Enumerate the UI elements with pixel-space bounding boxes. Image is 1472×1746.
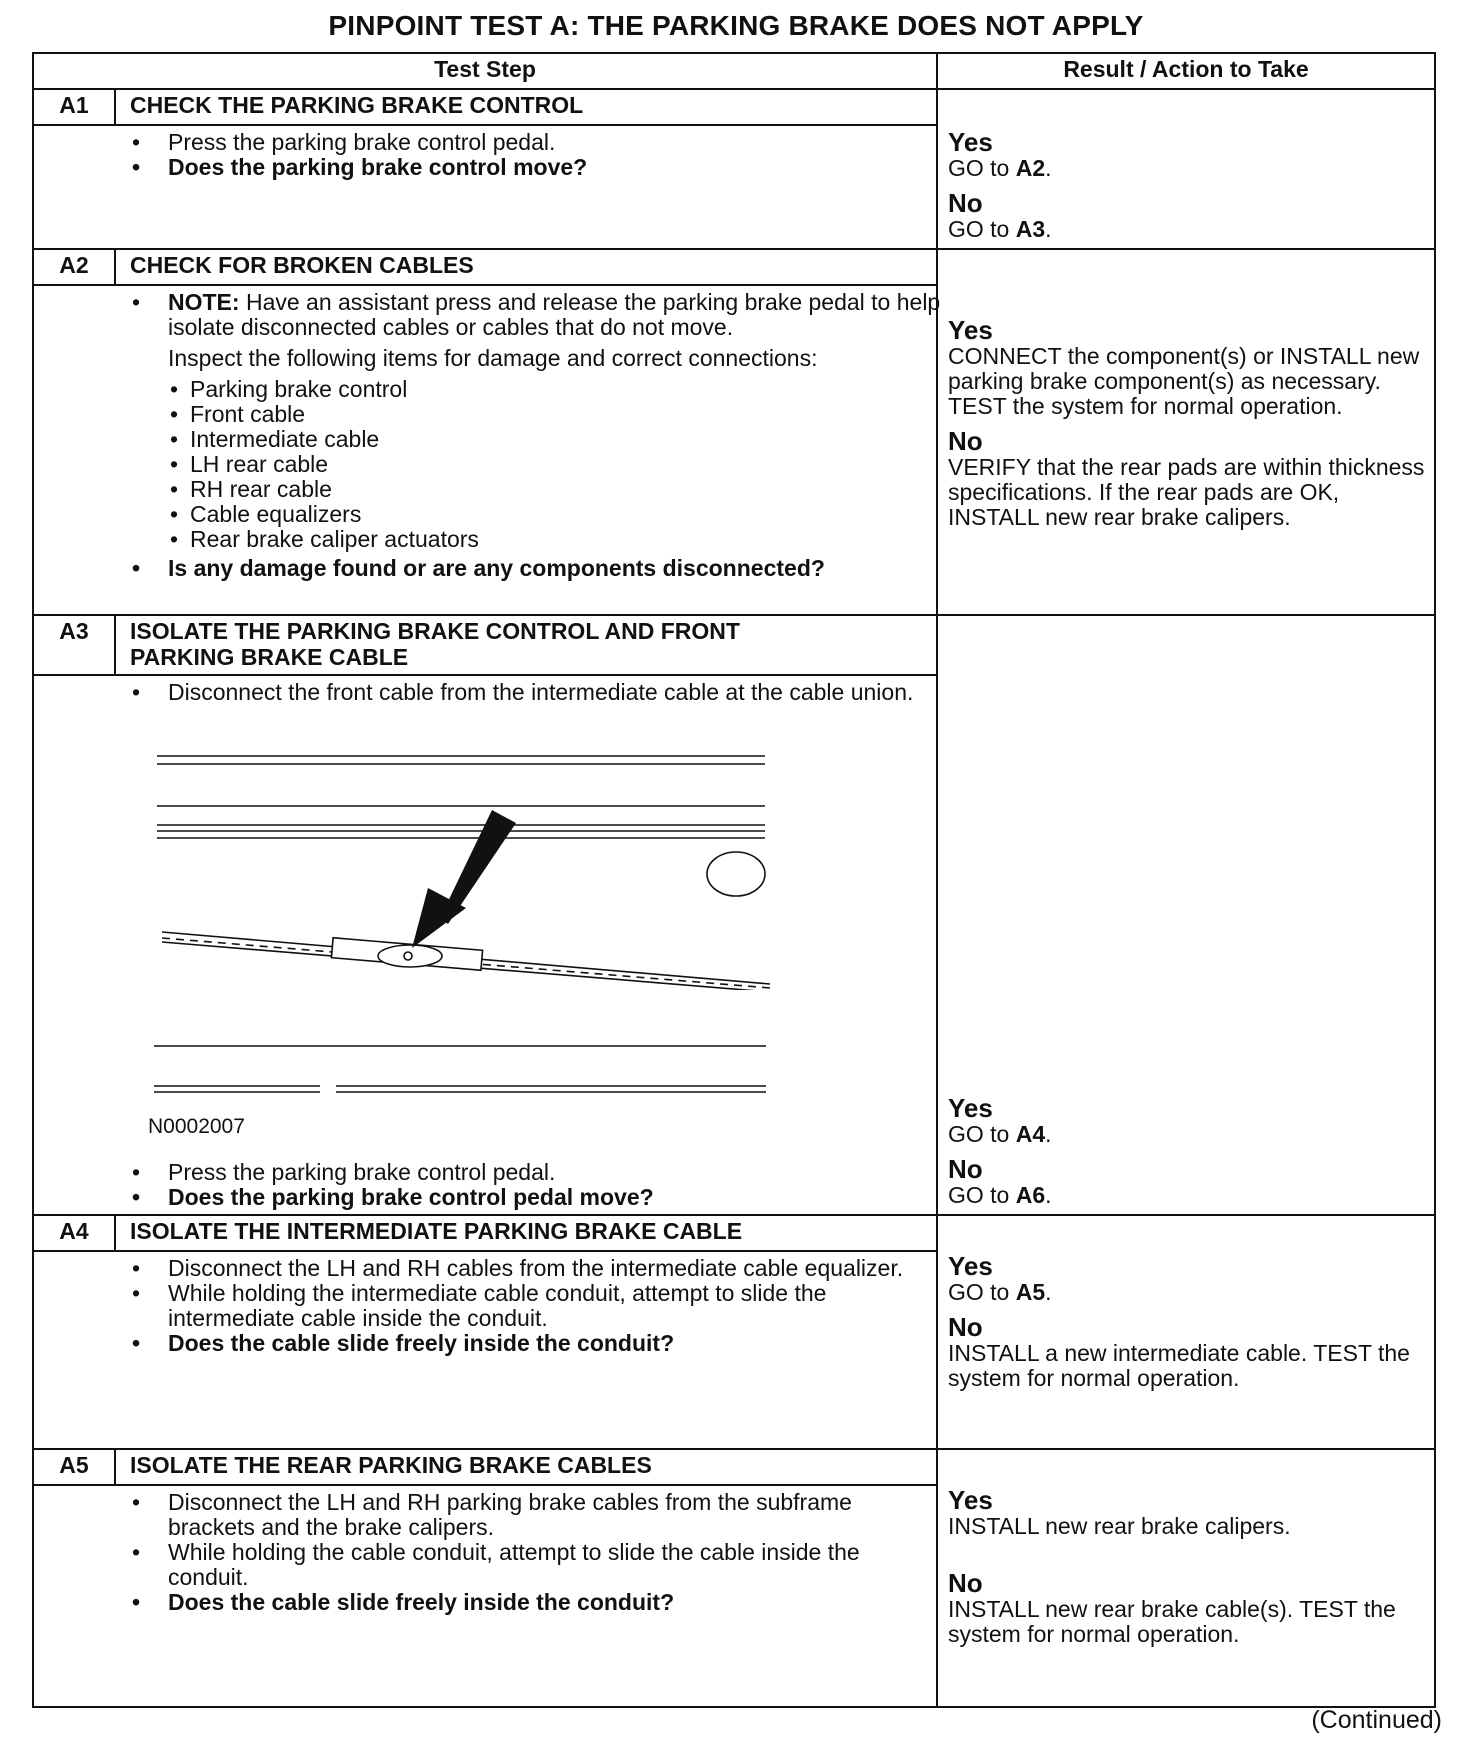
step-body-a2 — [120, 290, 945, 581]
step-question: • Does the cable slide freely inside the conduit? — [120, 1331, 945, 1356]
yes-label: Yes — [948, 315, 993, 345]
header-divider — [34, 88, 1434, 90]
yes-action: GO to A5. — [948, 1279, 1052, 1305]
no-action: VERIFY that the rear pads are within thickness specifications. If the rear pads are OK, INSTALL new rear brake calipers. — [948, 454, 1425, 530]
yes-action: GO to A2. — [948, 155, 1052, 181]
result-a1 — [948, 128, 1428, 242]
step-id-a1: A1 — [59, 92, 89, 118]
header-result-action: Result / Action to Take — [1063, 56, 1309, 82]
step-question: • Does the parking brake control pedal move? — [120, 1185, 945, 1210]
list-item: • LH rear cable — [120, 452, 945, 477]
no-label: No — [948, 1568, 983, 1598]
step-id-divider — [114, 1214, 116, 1250]
inspect-list — [120, 377, 945, 552]
result-a2 — [948, 316, 1428, 530]
step-divider — [34, 614, 1434, 616]
step-divider — [34, 1214, 1434, 1216]
list-item: • Rear brake caliper actuators — [120, 527, 945, 552]
result-a5 — [948, 1486, 1428, 1647]
yes-label: Yes — [948, 1251, 993, 1281]
no-label: No — [948, 188, 983, 218]
list-item: • Front cable — [120, 402, 945, 427]
step-title-divider — [34, 1250, 936, 1252]
step-question: • Does the parking brake control move? — [120, 155, 945, 180]
step-id-divider — [114, 1448, 116, 1484]
step-question: • Does the cable slide freely inside the conduit? — [120, 1590, 945, 1615]
list-item: • Parking brake control — [120, 377, 945, 402]
yes-label: Yes — [948, 1093, 993, 1123]
figure-id: N0002007 — [148, 1115, 245, 1138]
no-action: GO to A3. — [948, 216, 1052, 242]
step-id-divider — [114, 248, 116, 284]
step-body-a4 — [120, 1256, 945, 1356]
note-label: NOTE: — [168, 289, 240, 315]
step-id-a4: A4 — [59, 1218, 89, 1244]
no-label: No — [948, 1154, 983, 1184]
step-id-divider — [114, 614, 116, 674]
header-test-step: Test Step — [434, 56, 536, 82]
note-text: Have an assistant press and release the parking brake pedal to help isolate disconnected cables or cables that do not move. — [168, 289, 941, 340]
step-title-divider — [34, 1484, 936, 1486]
union-body — [378, 945, 442, 967]
cable-union-illustration — [110, 690, 810, 990]
step-title-a1: CHECK THE PARKING BRAKE CONTROL — [130, 92, 584, 118]
figure-base-lines — [150, 1040, 790, 1100]
step-id-a3: A3 — [59, 618, 89, 644]
bullet-item: • While holding the intermediate cable conduit, attempt to slide the intermediate cable inside the conduit. — [120, 1281, 945, 1331]
step-id-a5: A5 — [59, 1452, 89, 1478]
continued-label: (Continued) — [1311, 1706, 1442, 1734]
step-title-a5: ISOLATE THE REAR PARKING BRAKE CABLES — [130, 1452, 652, 1478]
page-title: PINPOINT TEST A: THE PARKING BRAKE DOES NOT APPLY — [328, 10, 1144, 41]
step-title-a2: CHECK FOR BROKEN CABLES — [130, 252, 474, 278]
bullet-item: • Disconnect the LH and RH parking brake cables from the subframe brackets and the brake calipers. — [120, 1490, 945, 1540]
list-item: • Intermediate cable — [120, 427, 945, 452]
list-item: • Cable equalizers — [120, 502, 945, 527]
step-divider — [34, 1448, 1434, 1450]
step-title-a4: ISOLATE THE INTERMEDIATE PARKING BRAKE CABLE — [130, 1218, 743, 1244]
step-title-divider — [34, 674, 936, 676]
step-divider — [34, 248, 1434, 250]
yes-label: Yes — [948, 127, 993, 157]
step-id-divider — [114, 88, 116, 124]
bullet-item: • Disconnect the front cable from the intermediate cable at the cable union. — [120, 680, 945, 705]
bullet-item: • Press the parking brake control pedal. — [120, 130, 945, 155]
no-action: INSTALL new rear brake cable(s). TEST the system for normal operation. — [948, 1596, 1396, 1647]
no-label: No — [948, 1312, 983, 1342]
yes-action: INSTALL new rear brake calipers. — [948, 1513, 1291, 1539]
bullet-item: • Disconnect the LH and RH cables from the intermediate cable equalizer. — [120, 1256, 945, 1281]
note-item — [120, 290, 945, 340]
step-body-a5 — [120, 1490, 945, 1615]
list-item: • RH rear cable — [120, 477, 945, 502]
step-title-divider — [34, 284, 936, 286]
result-a4 — [948, 1252, 1428, 1391]
step-body-a1 — [120, 130, 945, 180]
step-body-a3-bottom — [120, 1160, 945, 1210]
bullet-item: • Press the parking brake control pedal. — [120, 1160, 945, 1185]
step-id-a2: A2 — [59, 252, 89, 278]
bullet-item: • While holding the cable conduit, attempt to slide the cable inside the conduit. — [120, 1540, 945, 1590]
result-a3 — [948, 1094, 1428, 1208]
inspect-text: Inspect the following items for damage and correct connections: — [168, 345, 818, 371]
step-title-divider — [34, 124, 936, 126]
no-action: GO to A6. — [948, 1182, 1052, 1208]
yes-action: CONNECT the component(s) or INSTALL new parking brake component(s) as necessary. TEST the system for normal operation. — [948, 343, 1420, 419]
mounting-hole — [707, 852, 765, 896]
no-label: No — [948, 426, 983, 456]
yes-label: Yes — [948, 1485, 993, 1515]
step-question: • Is any damage found or are any components disconnected? — [120, 556, 945, 581]
step-title-a3: ISOLATE THE PARKING BRAKE CONTROL AND FRONT PARKING BRAKE CABLE — [130, 618, 740, 670]
yes-action: GO to A4. — [948, 1121, 1052, 1147]
no-action: INSTALL a new intermediate cable. TEST the system for normal operation. — [948, 1340, 1410, 1391]
